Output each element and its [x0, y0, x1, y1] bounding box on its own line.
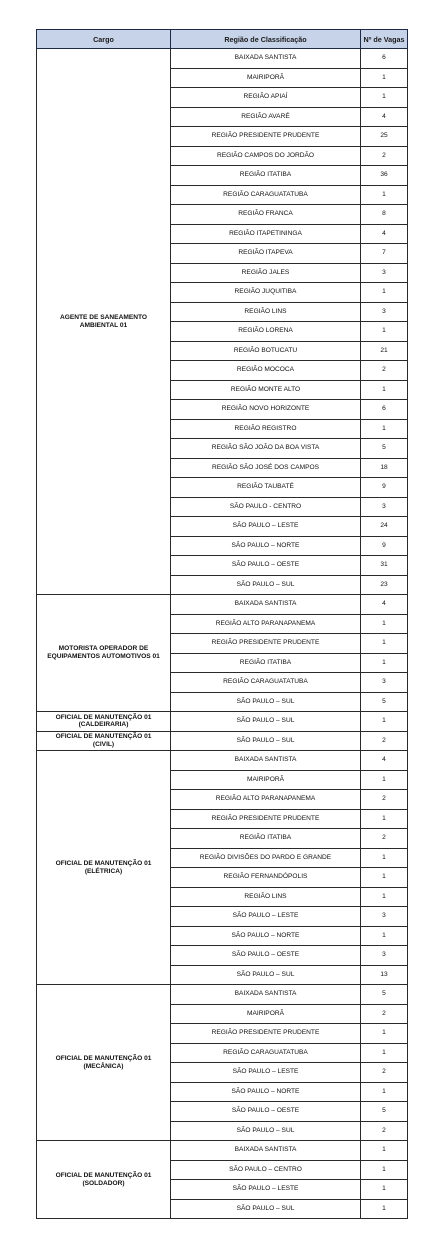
vacancies-cell: 6 [361, 49, 408, 69]
vacancies-cell: 1 [361, 712, 408, 732]
region-cell: REGIÃO ALTO PARANAPANEMA [171, 790, 361, 810]
region-cell: MAIRIPORÃ [171, 1004, 361, 1024]
region-cell: BAIXADA SANTISTA [171, 985, 361, 1005]
region-cell: REGIÃO SÃO JOSÉ DOS CAMPOS [171, 458, 361, 478]
region-cell: REGIÃO AVARÉ [171, 107, 361, 127]
region-cell: BAIXADA SANTISTA [171, 595, 361, 615]
table-row [37, 731, 408, 751]
region-cell: REGIÃO CARAGUATATUBA [171, 1043, 361, 1063]
vacancies-cell: 1 [361, 614, 408, 634]
vacancies-cell: 2 [361, 731, 408, 751]
region-cell: BAIXADA SANTISTA [171, 49, 361, 69]
table-header [37, 30, 408, 49]
region-cell: REGIÃO ITATIBA [171, 166, 361, 186]
region-cell: SÃO PAULO – LESTE [171, 517, 361, 537]
vacancies-cell: 18 [361, 458, 408, 478]
region-cell: REGIÃO FRANCA [171, 205, 361, 225]
vacancies-cell: 1 [361, 1199, 408, 1219]
region-cell: REGIÃO CAMPOS DO JORDÃO [171, 146, 361, 166]
region-cell: REGIÃO CARAGUATATUBA [171, 673, 361, 693]
cargo-cell: AGENTE DE SANEAMENTO AMBIENTAL 01 [37, 49, 171, 595]
region-cell: REGIÃO ALTO PARANAPANEMA [171, 614, 361, 634]
vacancies-cell: 13 [361, 965, 408, 985]
region-cell: REGIÃO MONTE ALTO [171, 380, 361, 400]
header-row [37, 30, 408, 49]
region-cell: SÃO PAULO – SUL [171, 712, 361, 732]
vacancies-cell: 1 [361, 68, 408, 88]
cargo-cell: OFICIAL DE MANUTENÇÃO 01 (MECÂNICA) [37, 985, 171, 1141]
region-cell: REGIÃO ITAPETININGA [171, 224, 361, 244]
region-cell: SÃO PAULO – LESTE [171, 907, 361, 927]
region-cell: REGIÃO REGISTRO [171, 419, 361, 439]
vacancies-cell: 4 [361, 224, 408, 244]
vacancies-cell: 4 [361, 595, 408, 615]
vacancies-cell: 5 [361, 439, 408, 459]
region-cell: SÃO PAULO – CENTRO [171, 1160, 361, 1180]
vacancies-cell: 4 [361, 751, 408, 771]
vacancies-cell: 6 [361, 400, 408, 420]
region-cell: MAIRIPORÃ [171, 68, 361, 88]
vacancies-cell: 21 [361, 341, 408, 361]
region-cell: SÃO PAULO – SUL [171, 1121, 361, 1141]
vacancies-cell: 36 [361, 166, 408, 186]
vacancies-cell: 1 [361, 380, 408, 400]
vacancies-cell: 1 [361, 419, 408, 439]
region-cell: REGIÃO PRESIDENTE PRUDENTE [171, 127, 361, 147]
vacancies-cell: 1 [361, 848, 408, 868]
region-cell: SÃO PAULO – OESTE [171, 556, 361, 576]
region-cell: REGIÃO NOVO HORIZONTE [171, 400, 361, 420]
vacancies-cell: 3 [361, 263, 408, 283]
vacancies-cell: 4 [361, 107, 408, 127]
vacancies-cell: 1 [361, 283, 408, 303]
region-cell: REGIÃO LINS [171, 887, 361, 907]
vacancies-cell: 5 [361, 1102, 408, 1122]
vacancies-cell: 25 [361, 127, 408, 147]
region-cell: REGIÃO JALES [171, 263, 361, 283]
vacancies-cell: 1 [361, 770, 408, 790]
table-row [37, 751, 408, 771]
vacancies-cell: 1 [361, 868, 408, 888]
region-cell: SÃO PAULO – SUL [171, 965, 361, 985]
region-cell: REGIÃO FERNANDÓPOLIS [171, 868, 361, 888]
region-cell: SÃO PAULO - CENTRO [171, 497, 361, 517]
vacancies-cell: 2 [361, 790, 408, 810]
vacancies-cell: 1 [361, 926, 408, 946]
region-cell: SÃO PAULO – SUL [171, 575, 361, 595]
vacancies-cell: 7 [361, 244, 408, 264]
vacancies-cell: 1 [361, 322, 408, 342]
cargo-cell: OFICIAL DE MANUTENÇÃO 01 (CIVIL) [37, 731, 171, 751]
header-vagas: Nº de Vagas [361, 30, 408, 49]
vacancies-cell: 5 [361, 692, 408, 712]
region-cell: SÃO PAULO – SUL [171, 1199, 361, 1219]
region-cell: SÃO PAULO – LESTE [171, 1063, 361, 1083]
header-cargo: Cargo [37, 30, 171, 49]
vacancies-cell: 2 [361, 1004, 408, 1024]
region-cell: MAIRIPORÃ [171, 770, 361, 790]
region-cell: SÃO PAULO – OESTE [171, 946, 361, 966]
vacancies-cell: 1 [361, 1141, 408, 1161]
vacancies-cell: 3 [361, 302, 408, 322]
vacancies-cell: 24 [361, 517, 408, 537]
vacancies-cell: 9 [361, 536, 408, 556]
region-cell: REGIÃO PRESIDENTE PRUDENTE [171, 1024, 361, 1044]
region-cell: REGIÃO SÃO JOÃO DA BOA VISTA [171, 439, 361, 459]
table-row [37, 595, 408, 615]
vacancies-cell: 1 [361, 88, 408, 108]
vacancies-cell: 1 [361, 185, 408, 205]
region-cell: REGIÃO APIAÍ [171, 88, 361, 108]
vacancies-cell: 3 [361, 673, 408, 693]
vacancies-cell: 1 [361, 809, 408, 829]
vacancies-cell: 23 [361, 575, 408, 595]
cargo-cell: MOTORISTA OPERADOR DE EQUIPAMENTOS AUTOMOTIVOS 01 [37, 595, 171, 712]
vacancies-cell: 3 [361, 907, 408, 927]
vacancies-cell: 2 [361, 829, 408, 849]
vacancies-cell: 2 [361, 146, 408, 166]
region-cell: REGIÃO TAUBATÉ [171, 478, 361, 498]
vacancies-cell: 3 [361, 497, 408, 517]
region-cell: SÃO PAULO – NORTE [171, 536, 361, 556]
region-cell: BAIXADA SANTISTA [171, 1141, 361, 1161]
vacancies-cell: 9 [361, 478, 408, 498]
region-cell: REGIÃO JUQUITIBA [171, 283, 361, 303]
cargo-cell: OFICIAL DE MANUTENÇÃO 01 (CALDEIRARIA) [37, 712, 171, 732]
vacancies-cell: 1 [361, 887, 408, 907]
vacancies-cell: 5 [361, 985, 408, 1005]
table-row [37, 712, 408, 732]
region-cell: SÃO PAULO – SUL [171, 692, 361, 712]
region-cell: REGIÃO ITAPEVA [171, 244, 361, 264]
table-row [37, 49, 408, 69]
region-cell: REGIÃO BOTUCATU [171, 341, 361, 361]
cargo-cell: OFICIAL DE MANUTENÇÃO 01 (SOLDADOR) [37, 1141, 171, 1219]
vacancies-table [36, 29, 408, 1219]
region-cell: SÃO PAULO – NORTE [171, 1082, 361, 1102]
region-cell: REGIÃO LINS [171, 302, 361, 322]
region-cell: SÃO PAULO – NORTE [171, 926, 361, 946]
vacancies-cell: 1 [361, 653, 408, 673]
region-cell: REGIÃO MOCOCA [171, 361, 361, 381]
region-cell: REGIÃO CARAGUATATUBA [171, 185, 361, 205]
vacancies-cell: 1 [361, 1043, 408, 1063]
vacancies-cell: 1 [361, 1024, 408, 1044]
vacancies-cell: 1 [361, 634, 408, 654]
region-cell: SÃO PAULO – LESTE [171, 1180, 361, 1200]
region-cell: REGIÃO LORENA [171, 322, 361, 342]
table-row [37, 1141, 408, 1161]
vacancies-cell: 2 [361, 1063, 408, 1083]
vacancies-cell: 2 [361, 1121, 408, 1141]
vacancies-cell: 2 [361, 361, 408, 381]
vacancies-cell: 31 [361, 556, 408, 576]
vacancies-cell: 3 [361, 946, 408, 966]
table-body [37, 49, 408, 1219]
region-cell: REGIÃO ITATIBA [171, 829, 361, 849]
cargo-cell: OFICIAL DE MANUTENÇÃO 01 (ELÉTRICA) [37, 751, 171, 985]
table-row [37, 985, 408, 1005]
vacancies-cell: 1 [361, 1160, 408, 1180]
region-cell: REGIÃO ITATIBA [171, 653, 361, 673]
region-cell: SÃO PAULO – OESTE [171, 1102, 361, 1122]
header-regiao: Região de Classificação [171, 30, 361, 49]
region-cell: BAIXADA SANTISTA [171, 751, 361, 771]
vacancies-cell: 1 [361, 1082, 408, 1102]
region-cell: SÃO PAULO – SUL [171, 731, 361, 751]
region-cell: REGIÃO PRESIDENTE PRUDENTE [171, 809, 361, 829]
region-cell: REGIÃO DIVISÕES DO PARDO E GRANDE [171, 848, 361, 868]
region-cell: REGIÃO PRESIDENTE PRUDENTE [171, 634, 361, 654]
vacancies-cell: 8 [361, 205, 408, 225]
vacancies-cell: 1 [361, 1180, 408, 1200]
